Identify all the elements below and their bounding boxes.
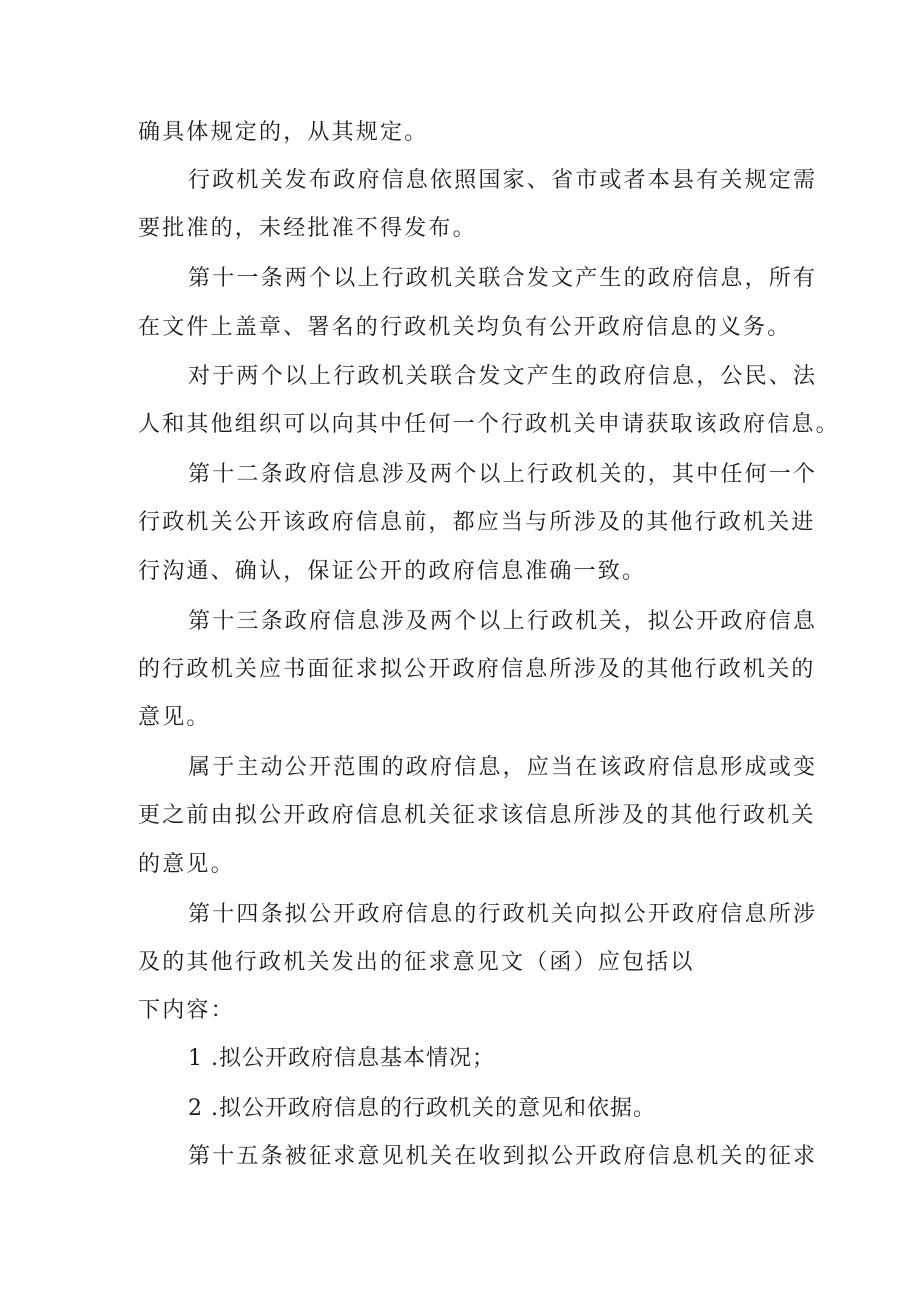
text-line: 行政机关公开该政府信息前，都应当与所涉及的其他行政机关进 [138, 510, 816, 535]
list-item-2: 2 .拟公开政府信息的行政机关的意见和依据。 [188, 1096, 656, 1121]
article-13-heading-line: 第十三条政府信息涉及两个以上行政机关，拟公开政府信息 [188, 609, 818, 634]
text-line: 在文件上盖章、署名的行政机关均负有公开政府信息的义务。 [138, 315, 792, 340]
article-11-heading-line: 第十一条两个以上行政机关联合发文产生的政府信息，所有 [188, 266, 818, 291]
text-line: 行沟通、确认，保证公开的政府信息准确一致。 [138, 559, 647, 584]
text-line: 及的其他行政机关发出的征求意见文（函）应包括以 [138, 950, 695, 975]
article-14-heading-line: 第十四条拟公开政府信息的行政机关向拟公开政府信息所涉 [188, 902, 818, 927]
article-12-heading-line: 第十二条政府信息涉及两个以上行政机关的，其中任何一个 [188, 462, 818, 487]
text-line: 要批准的，未经批准不得发布。 [138, 216, 477, 241]
text-line: 的行政机关应书面征求拟公开政府信息所涉及的其他行政机关的 [138, 657, 816, 682]
text-line: 更之前由拟公开政府信息机关征求该信息所涉及的其他行政机关 [138, 803, 816, 828]
list-item-1: 1 .拟公开政府信息基本情况； [188, 1046, 495, 1071]
paragraph-line: 行政机关发布政府信息依照国家、省市或者本县有关规定需 [188, 168, 818, 193]
text-line: 确具体规定的，从其规定。 [138, 120, 429, 145]
article-15-heading-line: 第十五条被征求意见机关在收到拟公开政府信息机关的征求 [188, 1144, 818, 1169]
paragraph-line: 属于主动公开范围的政府信息，应当在该政府信息形成或变 [188, 755, 818, 780]
text-line: 意见。 [138, 705, 211, 730]
text-line: 人和其他组织可以向其中任何一个行政机关申请获取该政府信息。 [138, 412, 840, 437]
text-line: 的意见。 [138, 852, 235, 877]
text-line: 下内容： [138, 998, 235, 1023]
paragraph-line: 对于两个以上行政机关联合发文产生的政府信息，公民、法 [188, 364, 818, 389]
